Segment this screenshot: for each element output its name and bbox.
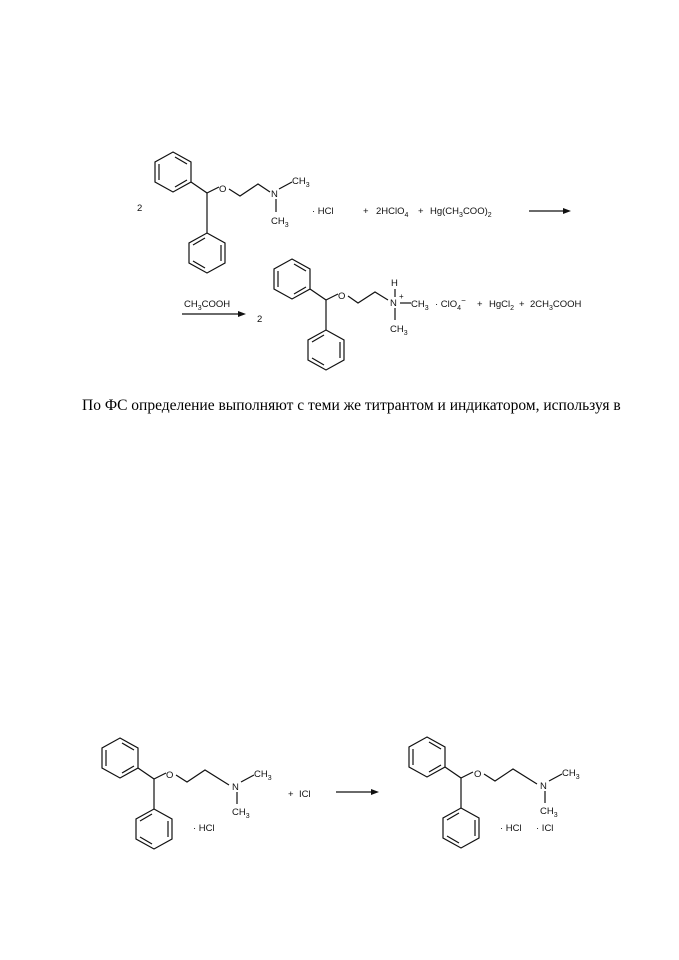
nitrogen-atom: N: [540, 781, 547, 792]
methyl-label: $CH_3$: [540, 806, 558, 819]
reaction-arrow: [529, 208, 571, 214]
acetic-acid-label: $2CH_3COOH$: [530, 299, 582, 312]
oxygen-atom: O: [219, 184, 227, 195]
nitrogen-atom: N: [271, 189, 278, 200]
methyl-label: $CH_3$: [271, 216, 289, 229]
icl-salt-label: · ICl: [536, 823, 554, 834]
methyl-label: $CH_3$: [292, 176, 310, 189]
methyl-label: $CH_3$: [411, 299, 429, 312]
diphenhydramine-perchlorate-structure: [274, 259, 429, 370]
hcl-salt-label: · HCl: [500, 823, 522, 834]
mercury-chloride-label: HgCl$_2$: [489, 299, 515, 312]
plus-sign: +: [363, 206, 369, 217]
perchloric-acid-label: 2HClO$_4$: [376, 206, 409, 219]
phenyl-ring: [409, 737, 445, 777]
nitrogen-atom: N: [390, 298, 397, 309]
positive-charge: +: [399, 292, 404, 301]
diphenhydramine-hcl-icl-structure: [409, 737, 580, 848]
perchlorate-anion-label: · ClO$_4$−: [435, 296, 466, 312]
phenyl-ring: [443, 808, 479, 848]
methyl-label: $CH_3$: [390, 324, 408, 337]
iodine-monochloride-label: ICl: [299, 789, 311, 800]
phenyl-ring: [189, 233, 225, 273]
plus-sign: +: [418, 206, 424, 217]
solvent-label: $CH_3COOH$: [184, 299, 231, 312]
methyl-label: $CH_3$: [562, 768, 580, 781]
hcl-salt-label: · HCl: [312, 206, 334, 217]
methyl-label: $CH_3$: [254, 769, 272, 782]
diphenhydramine-hcl-structure-1: [155, 152, 310, 273]
phenyl-ring: [155, 152, 191, 192]
phenyl-ring: [308, 330, 344, 370]
stoichiometric-coefficient: 2: [137, 203, 143, 214]
stoichiometric-coefficient: 2: [257, 314, 263, 325]
phenyl-ring: [102, 738, 138, 778]
plus-sign: +: [519, 299, 525, 310]
phenyl-ring: [274, 259, 310, 299]
plus-sign: +: [288, 789, 294, 800]
diphenhydramine-hcl-structure-2: [102, 738, 272, 849]
methyl-label: $CH_3$: [232, 807, 250, 820]
hcl-salt-label: · HCl: [193, 823, 215, 834]
mercury-acetate-label: $Hg(CH_3COO)_2$: [430, 206, 492, 219]
reaction-arrow: [182, 311, 246, 317]
hydrogen-atom: H: [391, 278, 398, 289]
body-paragraph: По ФС определение выполняют с теми же титрантом и индикатором, используя в: [82, 397, 621, 414]
phenyl-ring: [136, 809, 172, 849]
plus-sign: +: [477, 299, 483, 310]
reaction-arrow: [336, 789, 379, 795]
oxygen-atom: O: [338, 291, 346, 302]
oxygen-atom: O: [474, 769, 482, 780]
oxygen-atom: O: [166, 770, 174, 781]
nitrogen-atom: N: [232, 782, 239, 793]
